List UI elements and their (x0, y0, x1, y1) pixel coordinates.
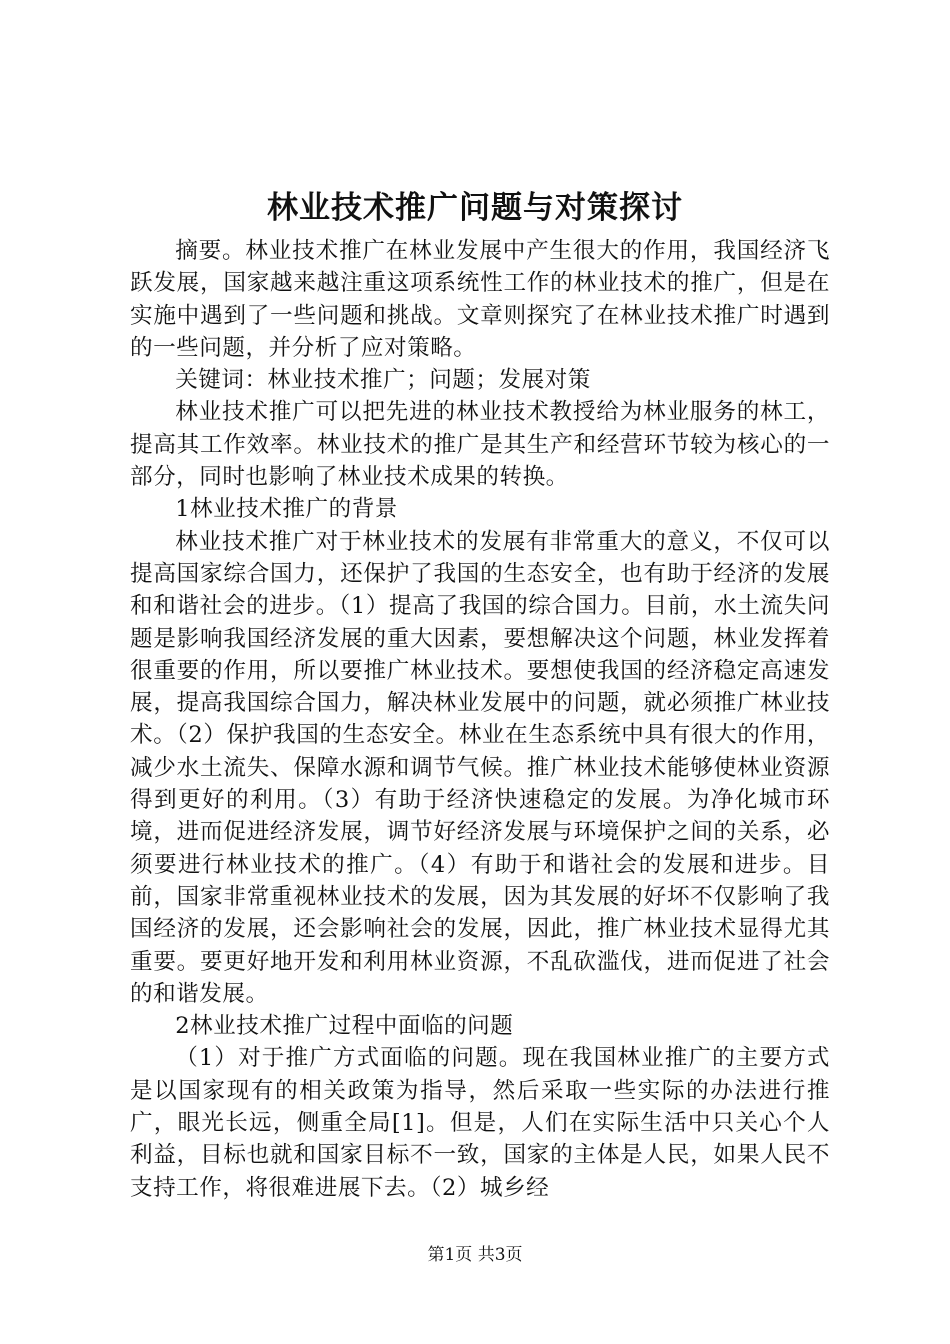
abstract-paragraph: 摘要。林业技术推广在林业发展中产生很大的作用，我国经济飞跃发展，国家越来越注重这项系统性工作的林业技术的推广，但是在实施中遇到了一些问题和挑战。文章则探究了在林业技术推广时遇到的一些问题，并分析了应对策略。 (130, 238, 830, 361)
section-2-paragraph: （1）对于推广方式面临的问题。现在我国林业推广的主要方式是以国家现有的相关政策为指导，然后采取一些实际的办法进行推广，眼光长远，侧重全局[1]。但是，人们在实际生活中只关心个人利益，目标也就和国家目标不一致，国家的主体是人民，如果人民不支持工作，将很难进展下去。（2）城乡经 (130, 1045, 830, 1201)
page-footer: 第1页 共3页 (427, 1245, 523, 1265)
document-title: 林业技术推广问题与对策探讨 (267, 190, 683, 226)
section-heading-1: 1林业技术推广的背景 (175, 496, 398, 523)
section-1-paragraph: 林业技术推广对于林业技术的发展有非常重大的意义，不仅可以提高国家综合国力，还保护了我国的生态安全，也有助于经济的发展和和谐社会的进步。（1）提高了我国的综合国力。目前，水土流失问题是影响我国经济发展的重大因素，要想解决这个问题，林业发挥着很重要的作用，所以要推广林业技术。要想使我国的经济稳定高速发展，提高我国综合国力，解决林业发展中的问题，就必须推广林业技术。（2）保护我国的生态安全。林业在生态系统中具有很大的作用，减少水土流失、保障水源和调节气候。推广林业技术能够使林业资源得到更好的利用。（3）有助于经济快速稳定的发展。为净化城市环境，进而促进经济发展，调节好经济发展与环境保护之间的关系，必须要进行林业技术的推广。（4）有助于和谐社会的发展和进步。目前，国家非常重视林业技术的发展，因为其发展的好坏不仅影响了我国经济的发展，还会影响社会的发展，因此，推广林业技术显得尤其重要。要更好地开发和利用林业资源，不乱砍滥伐，进而促进了社会的和谐发展。 (130, 528, 830, 1007)
document-body (130, 235, 830, 1204)
intro-paragraph: 林业技术推广可以把先进的林业技术教授给为林业服务的林工，提高其工作效率。林业技术的推广是其生产和经营环节较为核心的一部分，同时也影响了林业技术成果的转换。 (130, 399, 830, 491)
section-heading-2: 2林业技术推广过程中面临的问题 (175, 1013, 514, 1040)
keywords-paragraph: 关键词：林业技术推广；问题；发展对策 (175, 367, 591, 394)
